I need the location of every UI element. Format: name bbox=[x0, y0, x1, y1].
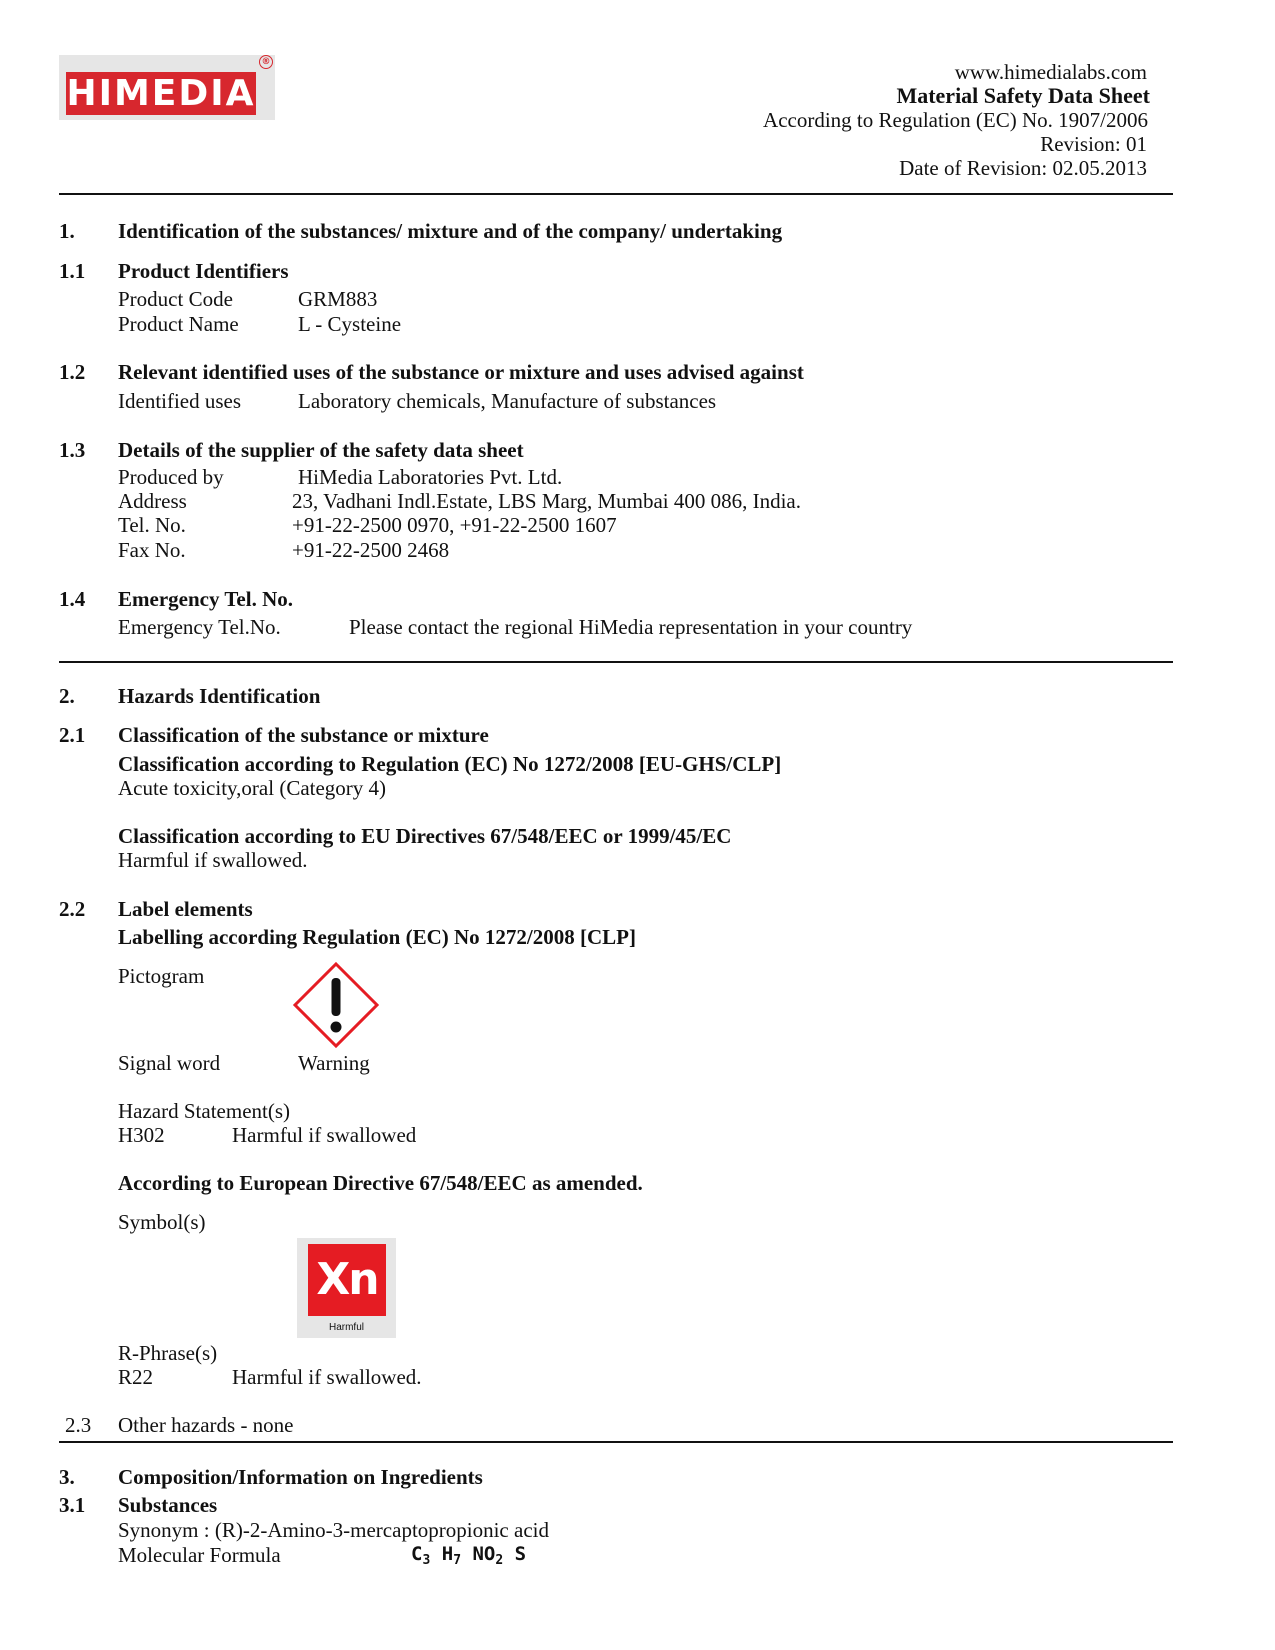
rphrase-code: R22 bbox=[118, 1365, 154, 1389]
tel-number: +91-22-2500 0970, +91-22-2500 1607 bbox=[292, 513, 617, 537]
field-label: Emergency Tel.No. bbox=[118, 615, 281, 639]
clp-heading: Classification according to Regulation (EC) No 1272/2008 [EU-GHS/CLP] bbox=[118, 752, 782, 776]
section-number: 3. bbox=[59, 1465, 75, 1489]
ghs-exclamation-mark-icon bbox=[291, 960, 381, 1050]
doc-title: Material Safety Data Sheet bbox=[896, 83, 1150, 108]
hazard-code: H302 bbox=[118, 1123, 165, 1147]
field-label: Hazard Statement(s) bbox=[118, 1099, 291, 1123]
section-number: 2. bbox=[59, 684, 75, 708]
website-link[interactable]: www.himedialabs.com bbox=[954, 60, 1147, 84]
subsection-title: Classification of the substance or mixture bbox=[118, 723, 489, 747]
divider bbox=[59, 661, 1173, 663]
address: 23, Vadhani Indl.Estate, LBS Marg, Mumbai 400 086, India. bbox=[292, 489, 802, 513]
subsection-number: 1.1 bbox=[59, 259, 86, 283]
formula-element: S bbox=[514, 1543, 527, 1565]
subsection-number: 1.4 bbox=[59, 587, 86, 611]
subsection-title: Substances bbox=[118, 1493, 218, 1517]
emergency-info: Please contact the regional HiMedia representation in your country bbox=[349, 615, 913, 639]
subsection-number: 1.2 bbox=[59, 360, 86, 384]
field-label: Product Name bbox=[118, 312, 239, 336]
revision-line: Revision: 01 bbox=[1040, 132, 1147, 156]
signal-word: Warning bbox=[298, 1051, 370, 1075]
section-title: Identification of the substances/ mixture and of the company/ undertaking bbox=[118, 219, 783, 243]
field-label: Address bbox=[118, 489, 187, 513]
himedia-logo bbox=[59, 55, 275, 120]
field-label: Product Code bbox=[118, 287, 233, 311]
subsection-number: 3.1 bbox=[59, 1493, 86, 1517]
clp-classification: Acute toxicity,oral (Category 4) bbox=[118, 776, 387, 800]
fax-number: +91-22-2500 2468 bbox=[292, 538, 450, 562]
eu-classification: Harmful if swallowed. bbox=[118, 848, 308, 872]
section-title: Hazards Identification bbox=[118, 684, 321, 708]
subsection-title: Details of the supplier of the safety data sheet bbox=[118, 438, 524, 462]
hazard-statement: Harmful if swallowed bbox=[232, 1123, 417, 1147]
subsection-number: 2.1 bbox=[59, 723, 86, 747]
revision-date: Date of Revision: 02.05.2013 bbox=[899, 156, 1147, 180]
regulation-line: According to Regulation (EC) No. 1907/2006 bbox=[763, 108, 1148, 132]
field-label: Identified uses bbox=[118, 389, 242, 413]
field-label: Pictogram bbox=[118, 964, 205, 988]
field-label: Produced by bbox=[118, 465, 224, 489]
divider bbox=[59, 1441, 1173, 1443]
section-title: Composition/Information on Ingredients bbox=[118, 1465, 483, 1489]
field-label: Symbol(s) bbox=[118, 1210, 206, 1234]
product-name: L - Cysteine bbox=[298, 312, 402, 336]
field-label: R-Phrase(s) bbox=[118, 1341, 218, 1365]
subsection-number: 2.2 bbox=[59, 897, 86, 921]
eu-heading: Classification according to EU Directives 67/548/EEC or 1999/45/EC bbox=[118, 824, 732, 848]
subsection-title: Product Identifiers bbox=[118, 259, 289, 283]
section-number: 1. bbox=[59, 219, 75, 243]
subsection-title: Label elements bbox=[118, 897, 253, 921]
identified-uses: Laboratory chemicals, Manufacture of substances bbox=[298, 389, 717, 413]
rphrase-text: Harmful if swallowed. bbox=[232, 1365, 422, 1389]
formula-subscript: 3 bbox=[422, 1553, 431, 1568]
field-label: Tel. No. bbox=[118, 513, 186, 537]
xn-caption: Harmful bbox=[328, 1322, 364, 1333]
divider bbox=[59, 193, 1173, 195]
formula-subscript: 2 bbox=[495, 1553, 504, 1568]
subsection-title: Emergency Tel. No. bbox=[118, 587, 293, 611]
labelling-heading: Labelling according Regulation (EC) No 1272/2008 [CLP] bbox=[118, 925, 636, 949]
formula-element: H bbox=[441, 1543, 454, 1565]
logo-red-band bbox=[66, 72, 256, 115]
product-code: GRM883 bbox=[298, 287, 378, 311]
directive-heading: According to European Directive 67/548/EEC as amended. bbox=[118, 1171, 643, 1195]
field-label: Fax No. bbox=[118, 538, 186, 562]
subsection-number: 1.3 bbox=[59, 438, 86, 462]
field-label: Molecular Formula bbox=[118, 1543, 281, 1567]
formula-subscript: 7 bbox=[453, 1553, 462, 1568]
other-hazards: Other hazards - none bbox=[118, 1413, 294, 1437]
xn-symbol-text: Xn bbox=[316, 1254, 378, 1305]
xn-symbol-square bbox=[308, 1244, 386, 1316]
formula-element: C bbox=[411, 1543, 423, 1565]
producer: HiMedia Laboratories Pvt. Ltd. bbox=[298, 465, 563, 489]
field-label: Signal word bbox=[118, 1051, 221, 1075]
xn-harmful-icon bbox=[297, 1238, 396, 1338]
subsection-number: 2.3 bbox=[65, 1413, 92, 1437]
molecular-formula bbox=[411, 1545, 526, 1567]
formula-element: NO bbox=[472, 1543, 496, 1565]
registered-mark: ® bbox=[259, 55, 273, 69]
logo-text: HIMEDIA bbox=[66, 73, 256, 114]
synonym: Synonym : (R)-2-Amino-3-mercaptopropionic acid bbox=[118, 1518, 549, 1542]
subsection-title: Relevant identified uses of the substance or mixture and uses advised against bbox=[118, 360, 804, 384]
